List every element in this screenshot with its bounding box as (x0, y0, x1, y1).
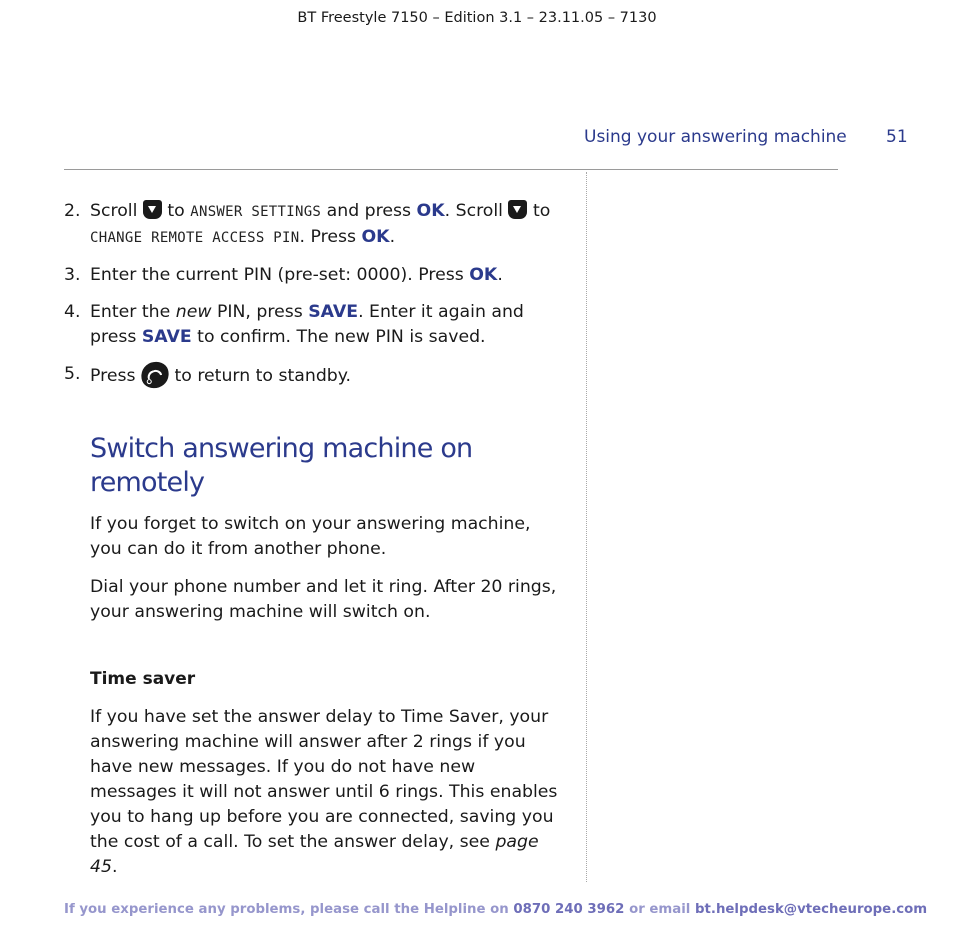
helpline-phone: 0870 240 3962 (513, 902, 625, 917)
page-number: 51 (886, 127, 908, 147)
step-item (64, 263, 564, 288)
steps-list (64, 199, 564, 389)
key-ok: OK (469, 265, 498, 285)
down-arrow-key-icon (508, 200, 527, 219)
helpdesk-email: bt.helpdesk@vtecheurope.com (695, 902, 928, 917)
display-text-change-pin: CHANGE REMOTE ACCESS PIN (90, 230, 300, 246)
step-text: . Enter it again and press (90, 302, 524, 347)
step-number: 2. (64, 201, 81, 221)
key-save: SAVE (141, 327, 192, 347)
header-rule (64, 169, 838, 170)
tip-paragraph (64, 705, 564, 880)
display-text-answer-settings: ANSWER SETTINGS (190, 204, 322, 220)
key-save: SAVE (308, 302, 359, 322)
emphasis-text: new (175, 302, 212, 322)
helpline-footer (64, 902, 944, 917)
step-text: . Press (299, 227, 356, 247)
end-call-key-icon (138, 358, 173, 391)
step-item (64, 199, 564, 251)
step-number: 3. (64, 265, 81, 285)
step-text: Enter the (90, 302, 171, 322)
running-head-title: Using your answering machine (584, 127, 847, 147)
step-item (64, 362, 564, 389)
step-text: Enter the current PIN (pre-set: 0000). Press (90, 265, 464, 285)
step-text: Press (90, 366, 136, 386)
column-divider (586, 172, 587, 882)
step-text: and press (326, 201, 412, 221)
down-arrow-key-icon (143, 200, 162, 219)
step-text: Scroll (90, 201, 138, 221)
step-text: to return to standby. (174, 366, 352, 386)
step-text: . (389, 227, 396, 247)
footer-text: If you experience any problems, please call the Helpline on (64, 902, 509, 917)
main-content (64, 199, 564, 893)
tip-heading: Time saver (90, 669, 196, 689)
tip-text-end: . (112, 857, 118, 877)
section-paragraph: Dial your phone number and let it ring. After 20 rings, your answering machine will switch on. (90, 577, 557, 622)
step-number: 5. (64, 364, 81, 384)
step-item (64, 300, 564, 350)
tip-text: If you have set the answer delay to Time Saver, your answering machine will answer after 2 rings if you have new messages. If you do not have new messages it will not answer until 6 rings. This enables you to hang up before you are connected, saving you the cost of a call. To set the answer delay, see (90, 707, 558, 852)
step-text: . Scroll (444, 201, 503, 221)
section-paragraph: If you forget to switch on your answering machine, you can do it from another phone. (90, 514, 531, 559)
step-text: to (532, 201, 551, 221)
page-reference: page 45 (90, 832, 539, 877)
document-header: BT Freestyle 7150 – Edition 3.1 – 23.11.05 – 7130 (297, 10, 657, 26)
step-text: . (497, 265, 503, 285)
key-ok: OK (416, 201, 445, 221)
footer-text: or email (629, 902, 691, 917)
step-text: to (167, 201, 185, 221)
step-text: PIN, press (216, 302, 303, 322)
section-heading: Switch answering machine on remotely (90, 433, 473, 498)
step-number: 4. (64, 302, 81, 322)
key-ok: OK (361, 227, 390, 247)
step-text: to confirm. The new PIN is saved. (197, 327, 486, 347)
